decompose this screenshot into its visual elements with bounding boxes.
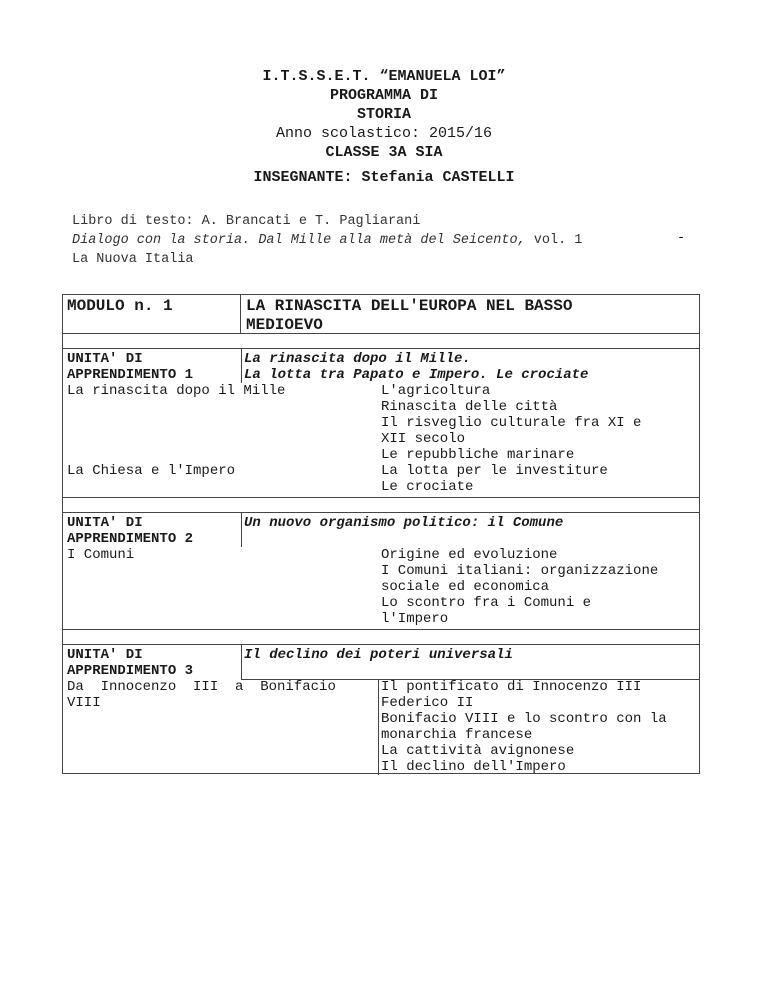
learning-unit-1 bbox=[62, 348, 700, 498]
unit-label-line-1: UNITA' DI bbox=[67, 647, 143, 663]
topic-item: Il declino dell'Impero bbox=[381, 759, 566, 775]
topic-item: XII secolo bbox=[381, 431, 466, 447]
group-name-line-1: Da Innocenzo III a Bonifacio bbox=[67, 679, 336, 695]
topic-item: l'Impero bbox=[381, 611, 449, 627]
school-year: Anno scolastico: 2015/16 bbox=[275, 125, 493, 142]
unit-title-line-2: La lotta tra Papato e Impero. Le crociate bbox=[244, 367, 589, 383]
table-gap bbox=[62, 630, 700, 644]
unit-title bbox=[244, 351, 588, 383]
group-name: I Comuni bbox=[67, 547, 135, 563]
school-name: I.T.S.S.E.T. “EMANUELA LOI” bbox=[262, 68, 506, 85]
unit-title-line-1: La rinascita dopo il Mille. bbox=[244, 351, 471, 367]
topic-item: Lo scontro fra i Comuni e bbox=[381, 595, 592, 611]
group-name bbox=[67, 679, 336, 711]
teacher-name: INSEGNANTE: Stefania CASTELLI bbox=[253, 169, 515, 186]
unit-label-line-2: APPRENDIMENTO 3 bbox=[67, 663, 194, 679]
unit-label-line-1: UNITA' DI bbox=[67, 515, 143, 531]
module-header bbox=[62, 294, 700, 334]
topic-item: Federico II bbox=[381, 695, 474, 711]
unit-label bbox=[67, 515, 193, 547]
topic-item: Origine ed evoluzione bbox=[381, 547, 558, 563]
textbook-dash: - bbox=[677, 231, 686, 246]
topic-item: La cattività avignonese bbox=[381, 743, 575, 759]
unit-label-line-2: APPRENDIMENTO 1 bbox=[67, 367, 194, 383]
module-number: MODULO n. 1 bbox=[67, 297, 173, 315]
group-name-line-2: VIII bbox=[67, 695, 101, 711]
textbook-line-1: Libro di testo: A. Brancati e T. Pagliarani bbox=[72, 214, 421, 229]
topic-item: Bonifacio VIII e lo scontro con la bbox=[381, 711, 667, 727]
textbook-line-2 bbox=[72, 231, 582, 250]
unit-label bbox=[67, 351, 193, 383]
learning-unit-3 bbox=[62, 644, 700, 774]
topic-list bbox=[381, 463, 608, 495]
topic-item: monarchia francese bbox=[381, 727, 533, 743]
unit-title: Un nuovo organismo politico: il Comune bbox=[244, 515, 564, 531]
unit-label-line-2: APPRENDIMENTO 2 bbox=[67, 531, 194, 547]
program-title: PROGRAMMA DI bbox=[329, 87, 439, 104]
learning-unit-2 bbox=[62, 512, 700, 630]
topic-list bbox=[381, 679, 667, 775]
textbook-info bbox=[72, 212, 582, 269]
unit-label bbox=[67, 647, 193, 679]
table-gap bbox=[62, 334, 700, 348]
topic-item: sociale ed economica bbox=[381, 579, 550, 595]
topic-item: Il risveglio culturale fra XI e bbox=[381, 415, 642, 431]
subject-title: STORIA bbox=[356, 106, 411, 123]
class-name: CLASSE 3A SIA bbox=[325, 144, 443, 161]
group-name: La rinascita dopo il Mille bbox=[67, 383, 286, 399]
module-title-line-2: MEDIOEVO bbox=[246, 316, 323, 334]
module-title bbox=[246, 297, 666, 335]
topic-item: La lotta per le investiture bbox=[381, 463, 608, 479]
topic-list bbox=[381, 547, 658, 627]
topic-item: Le repubbliche marinare bbox=[381, 447, 575, 463]
topic-item: I Comuni italiani: organizzazione bbox=[381, 563, 659, 579]
topic-item: L'agricoltura bbox=[381, 383, 491, 399]
unit-label-line-1: UNITA' DI bbox=[67, 351, 143, 367]
table-gap bbox=[62, 498, 700, 512]
topic-item: Le crociate bbox=[381, 479, 474, 495]
textbook-title: Dialogo con la storia. Dal Mille alla metà del Seicento, bbox=[72, 233, 526, 248]
topic-item: Il pontificato di Innocenzo III bbox=[381, 679, 642, 695]
textbook-publisher: La Nuova Italia bbox=[72, 252, 194, 267]
module-title-line-1: LA RINASCITA DELL'EUROPA NEL BASSO bbox=[246, 297, 573, 315]
group-name: La Chiesa e l'Impero bbox=[67, 463, 236, 479]
topic-list bbox=[381, 383, 641, 463]
unit-title: Il declino dei poteri universali bbox=[244, 647, 513, 663]
topic-item: Rinascita delle città bbox=[381, 399, 558, 415]
textbook-volume: vol. 1 bbox=[525, 233, 583, 248]
